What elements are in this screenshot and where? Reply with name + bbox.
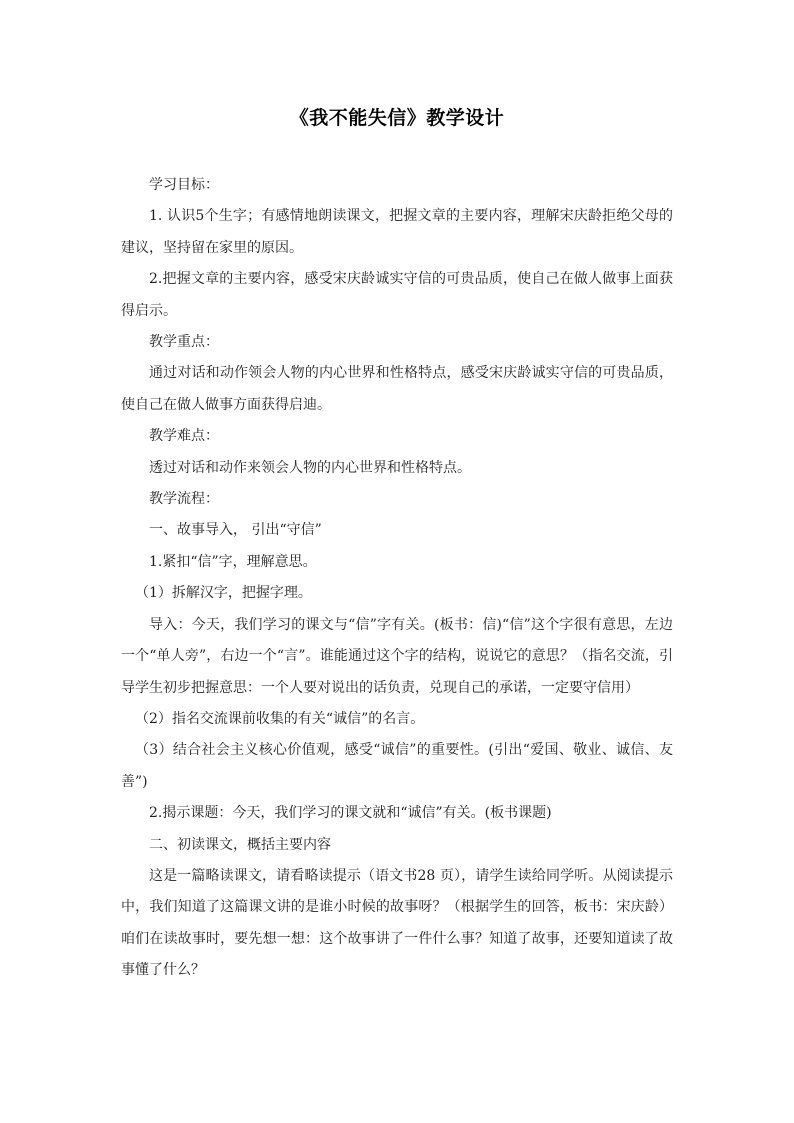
intro-paragraph: 导入：今天，我们学习的课文与“信”字有关。(板书：信)“信”这个字很有意思，左边一个“单人旁”，右边一个“言”。谁能通过这个字的结构，说说它的意思？（指名交流，引导学生初步把握意思：一个人要对说出的话负责，兑现自己的承诺，一定要守信用）	[121, 616, 673, 696]
goal-item-2: 2.把握文章的主要内容，感受宋庆龄诚实守信的可贵品质，使自己在做人做事上面获得启示。	[121, 271, 673, 319]
reading-paragraph: 这是一篇略读课文，请看略读提示（语文书28 页），请学生读给同学听。从阅读提示中，我们知道了这篇课文讲的是谁小时候的故事呀？（根据学生的回答，板书：宋庆龄）咱们在读故事时，要先想一想：这个故事讲了一件什么事？知道了故事，还要知道读了故事懂了什么？	[121, 867, 673, 979]
section-heading-1: 一、故事导入， 引出“守信”	[149, 522, 322, 539]
process-substep-3: （3）结合社会主义核心价值观，感受“诚信”的重要性。(引出“爱国、敬业、诚信、友善”)	[121, 742, 673, 790]
section-heading-2: 二、初读课文，概括主要内容	[149, 836, 331, 853]
process-step-2: 2.揭示课题：今天，我们学习的课文就和“诚信”有关。(板书课题)	[149, 805, 552, 822]
document-body	[121, 170, 673, 987]
goal-item-1: 1. 认识5个生字；有感情地朗读课文，把握文章的主要内容，理解宋庆龄拒绝父母的建议，坚持留在家里的原因。	[121, 208, 673, 256]
process-substep-2: （2）指名交流课前收集的有关“诚信”的名言。	[135, 710, 425, 727]
difficulties-text: 透过对话和动作来领会人物的内心世界和性格特点。	[149, 459, 471, 476]
document-title: 《我不能失信》教学设计	[289, 107, 505, 129]
heading-difficulties: 教学难点：	[149, 428, 219, 445]
key-points-text: 通过对话和动作领会人物的内心世界和性格特点，感受宋庆龄诚实守信的可贵品质，使自己在做人做事方面获得启迪。	[121, 365, 673, 413]
heading-learning-goals: 学习目标：	[149, 177, 219, 193]
process-substep-1: （1）拆解汉字，把握字理。	[135, 585, 312, 602]
process-step-1: 1.紧扣“信”字，理解意思。	[149, 553, 317, 570]
heading-key-points: 教学重点：	[149, 334, 219, 351]
heading-teaching-process: 教学流程：	[149, 491, 219, 508]
